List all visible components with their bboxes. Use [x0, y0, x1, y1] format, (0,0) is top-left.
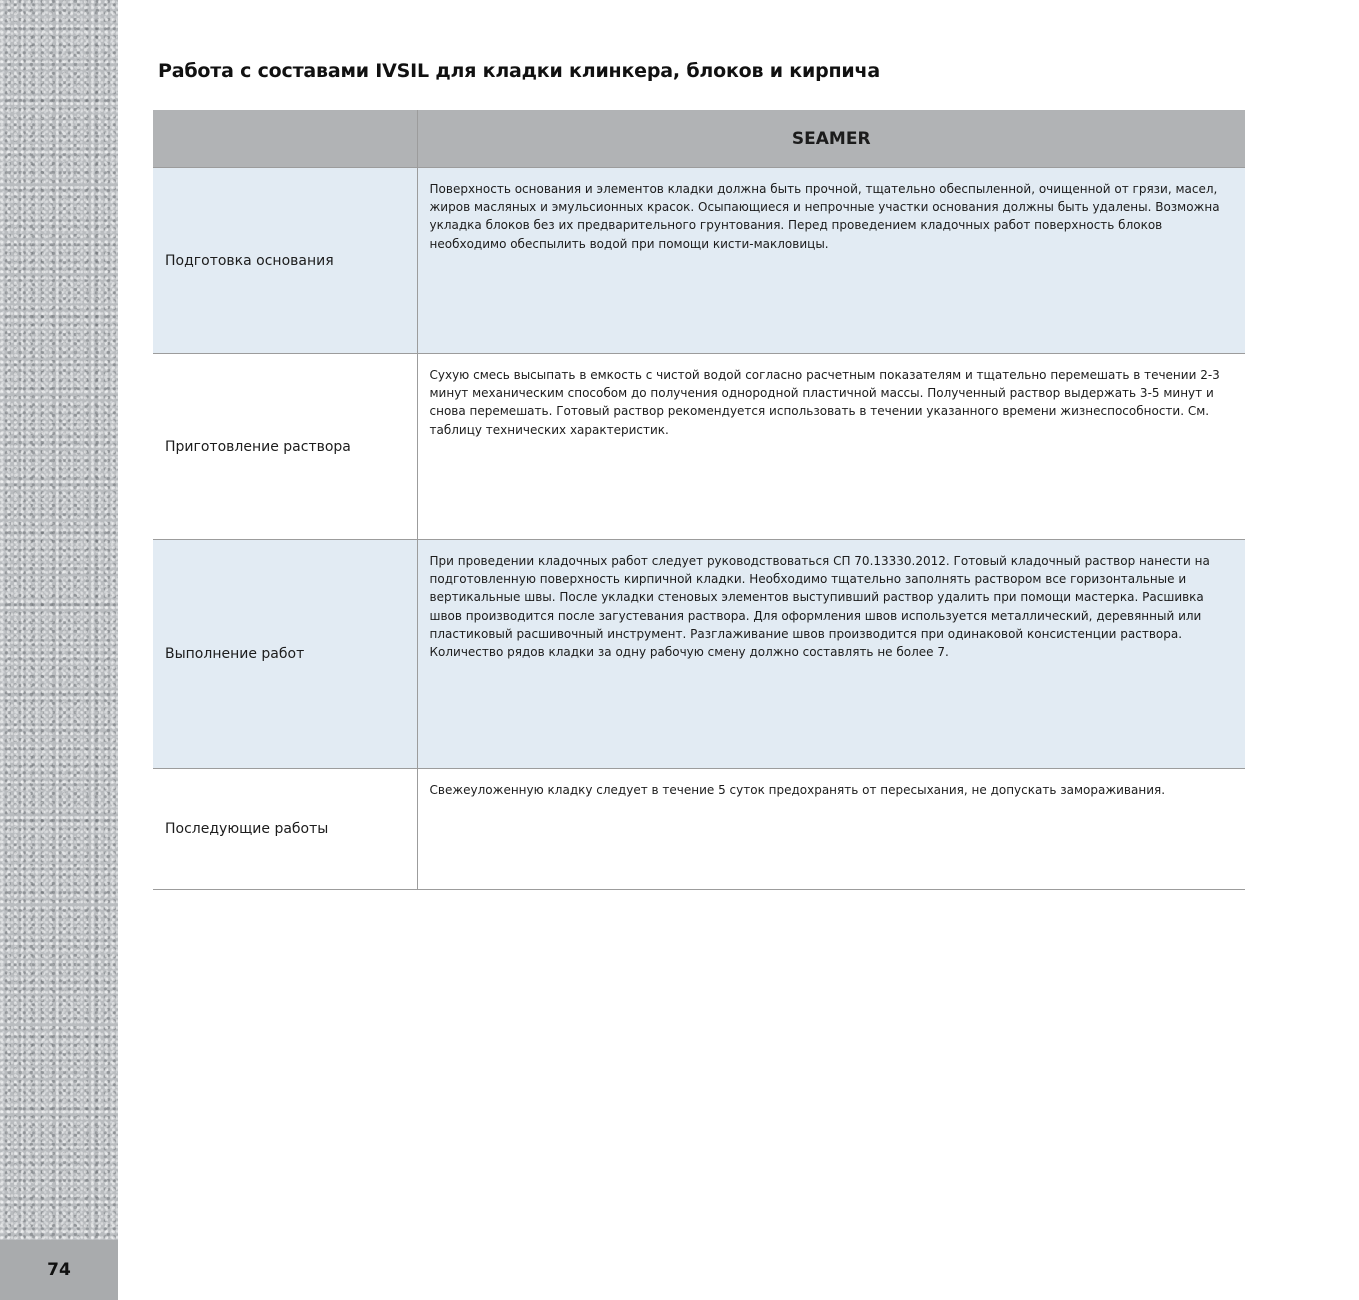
table-row [153, 168, 1245, 354]
row-text: Сухую смесь высыпать в емкость с чистой водой согласно расчетным показателям и тщательно перемешать в течении 2-3 минут механическим способом до получения однородной пластичной массы. Полученный раствор выдержать 3-5 минут и снова перемешать. Готовый раствор рекомендуется использовать в течении указанного времени жизнеспособности. См. таблицу технических характеристик. [417, 354, 1245, 540]
page-title: Работа с составами IVSIL для кладки клинкера, блоков и кирпича [158, 60, 880, 82]
page-number-box [0, 1240, 118, 1300]
page-number: 74 [47, 1260, 71, 1280]
row-label: Последующие работы [153, 769, 417, 890]
row-label: Выполнение работ [153, 540, 417, 769]
row-text: Поверхность основания и элементов кладки должна быть прочной, тщательно обеспыленной, очищенной от грязи, масел, жиров масляных и эмульсионных красок. Осыпающиеся и непрочные участки основания должны быть удалены. Возможна укладка блоков без их предварительного грунтования. Перед проведением кладочных работ поверхность блоков необходимо обеспылить водой при помощи кисти-макловицы. [417, 168, 1245, 354]
row-text: При проведении кладочных работ следует руководствоваться СП 70.13330.2012. Готовый кладочный раствор нанести на подготовленную поверхность кирпичной кладки. Необходимо тщательно заполнять раствором все горизонтальные и вертикальные швы. После укладки стеновых элементов выступивший раствор удалить при помощи мастерка. Расшивка швов производится после загустевания раствора. Для оформления швов используется металлический, деревянный или пластиковый расшивочный инструмент. Разглаживание швов производится при одинаковой консистенции раствора. Количество рядов кладки за одну рабочую смену должно составлять не более 7. [417, 540, 1245, 769]
table-row [153, 354, 1245, 540]
row-label: Приготовление раствора [153, 354, 417, 540]
table-header-row [153, 110, 1245, 168]
instructions-table [153, 110, 1245, 890]
table-row [153, 769, 1245, 890]
table-row [153, 540, 1245, 769]
row-text: Свежеуложенную кладку следует в течение 5 суток предохранять от пересыхания, не допускать замораживания. [417, 769, 1245, 890]
header-product-name: SEAMER [417, 110, 1245, 168]
decorative-stone-texture [0, 0, 118, 1240]
row-label: Подготовка основания [153, 168, 417, 354]
header-label-cell [153, 110, 417, 168]
